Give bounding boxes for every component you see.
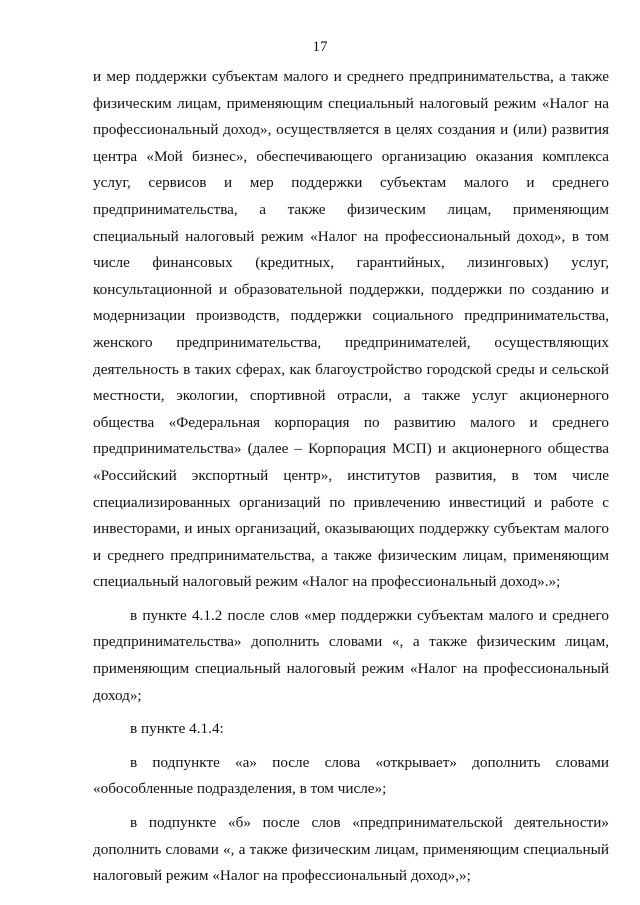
paragraph-item-4-1-2: в пункте 4.1.2 после слов «мер поддержки субъектам малого и среднего предпринимательства» дополнить словами «, а также физическим лицам, применяющим специальный налоговый режим «Налог на профессиональный доход»; (93, 606, 609, 704)
paragraph-subitem-a: в подпункте «а» после слова «открывает» дополнить словами «обособленные подразделения, в том числе»; (93, 753, 609, 798)
page-number: 17 (312, 39, 328, 55)
document-body (93, 64, 609, 890)
paragraph-item-4-1-4: в пункте 4.1.4: (130, 720, 224, 738)
paragraph-subitem-b: в подпункте «б» после слов «предпринимательской деятельности» дополнить словами «, а также физическим лицам, применяющим специальный налоговый режим «Налог на профессиональный доход»,»; (93, 814, 609, 885)
paragraph-continuation: и мер поддержки субъектам малого и среднего предпринимательства, а также физическим лицам, применяющим специальный налоговый режим «Налог на профессиональный доход», осуществляется в целях создания и (или) развития центра «Мой бизнес», обеспечивающего организацию оказания комплекса услуг, сервисов и мер поддержки субъектам малого и среднего предпринимательства, а также физическим лицам, применяющим специальный налоговый режим «Налог на профессиональный доход», в том числе финансовых (кредитных, гарантийных, лизинговых) услуг, консультационной и образовательной поддержки, поддержки по созданию и модернизации производств, поддержки социального предпринимательства, женского предпринимательства, предпринимателей, осуществляющих деятельность в таких сферах, как благоустройство городской среды и сельской местности, экологии, спортивной отрасли, а также услуг акционерного общества «Федеральная корпорация по развитию малого и среднего предпринимательства» (далее – Корпорация МСП) и акционерного общества «Российский экспортный центр», институтов развития, в том числе специализированных организаций по привлечению инвестиций и работе с инвесторами, и иных организаций, оказывающих поддержку субъектам малого и среднего предпринимательства, а также физическим лицам, применяющим специальный налоговый режим «Налог на профессиональный доход».»; (93, 68, 609, 591)
